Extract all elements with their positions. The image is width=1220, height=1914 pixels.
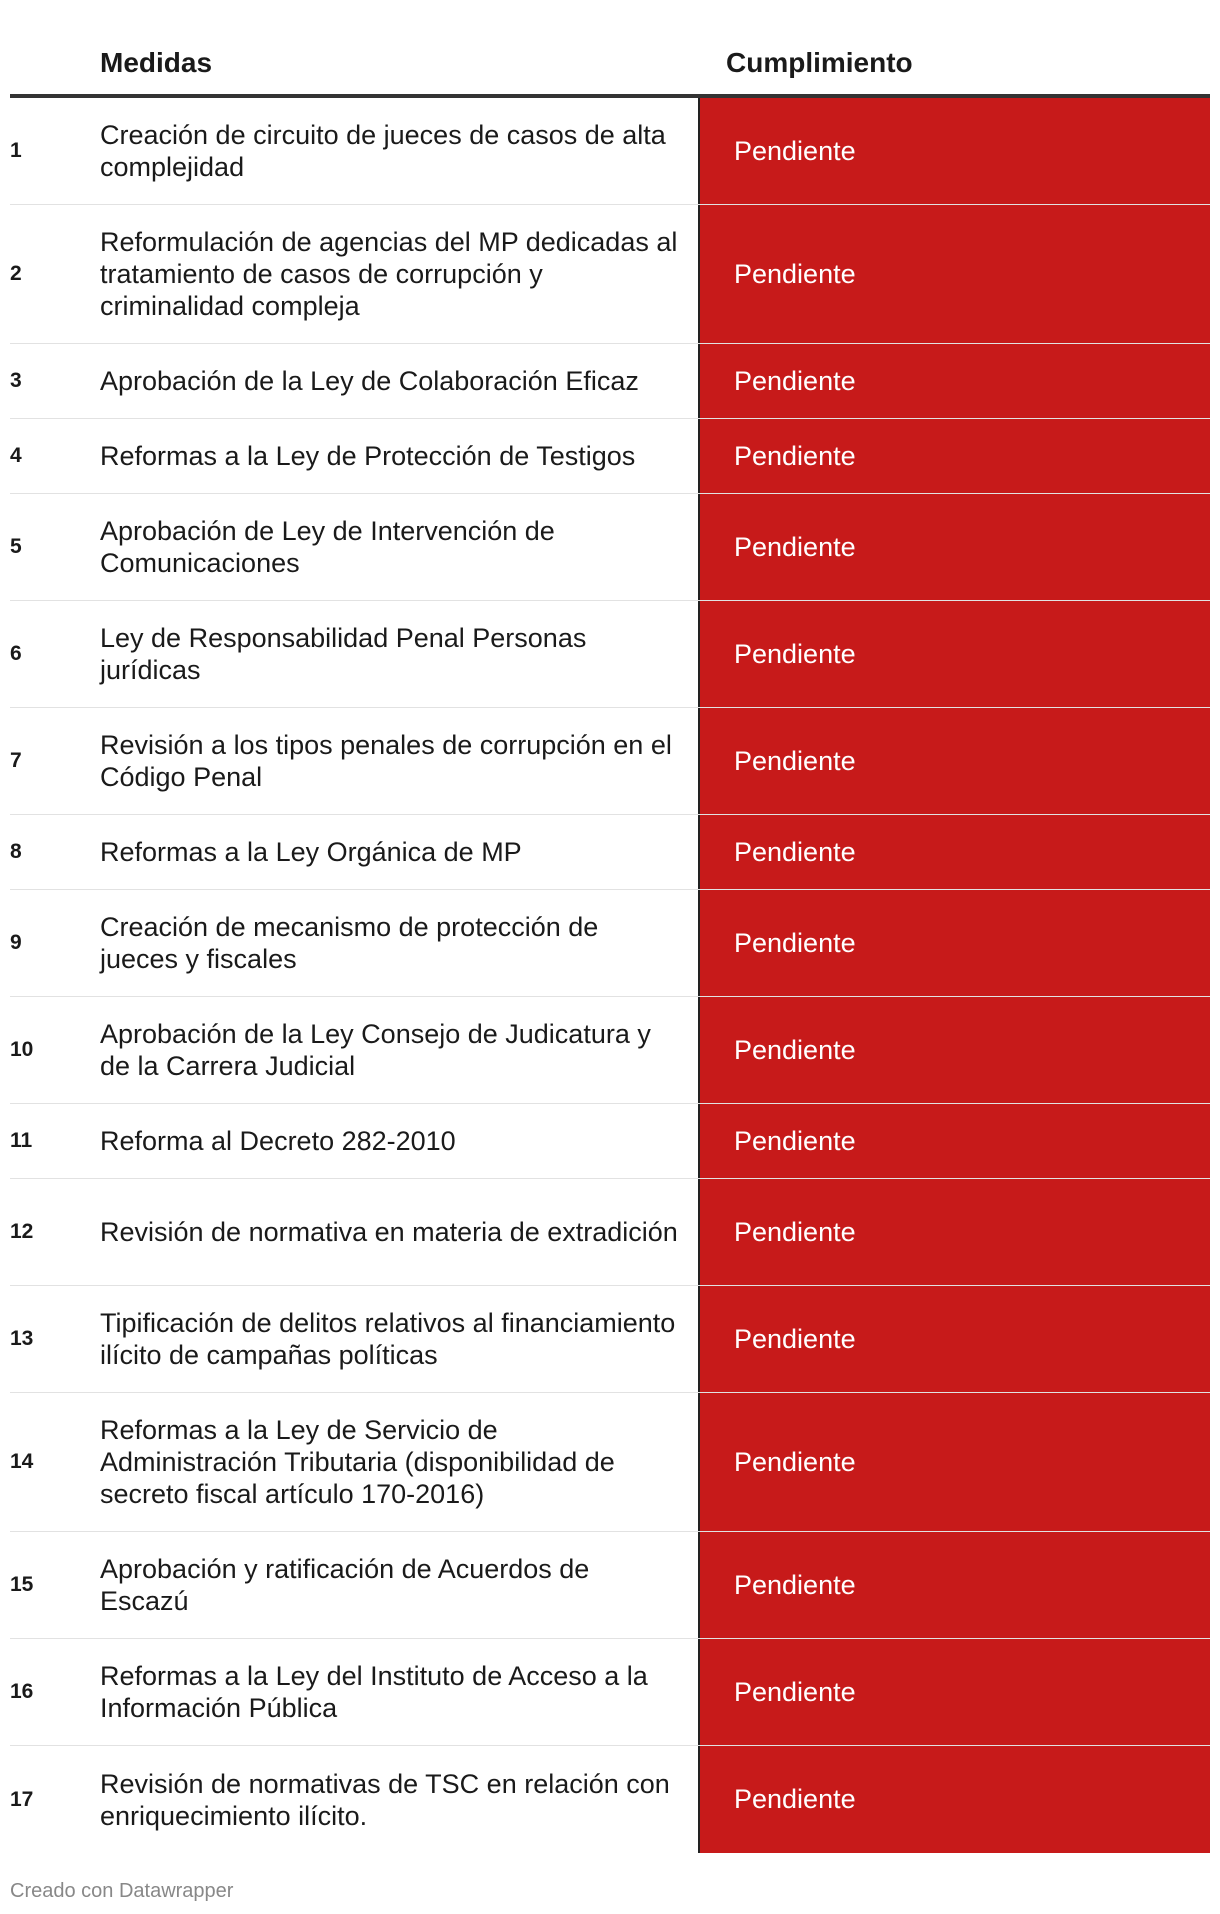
row-status: Pendiente: [698, 708, 1210, 814]
table-row: [10, 1104, 1210, 1179]
table-row: [10, 601, 1210, 708]
row-medida: Reforma al Decreto 282-2010: [100, 1126, 456, 1156]
row-medida: Revisión a los tipos penales de corrupción en el Código Penal: [100, 730, 672, 792]
row-number: 7: [10, 749, 22, 772]
row-status: Pendiente: [698, 1639, 1210, 1745]
row-number: 9: [10, 931, 22, 954]
row-medida: Aprobación de Ley de Intervención de Comunicaciones: [100, 516, 555, 578]
row-medida: Ley de Responsabilidad Penal Personas jurídicas: [100, 623, 587, 685]
row-status: Pendiente: [698, 344, 1210, 418]
row-number: 4: [10, 444, 22, 467]
row-medida: Reformas a la Ley del Instituto de Acceso a la Información Pública: [100, 1661, 648, 1723]
row-status: Pendiente: [698, 1532, 1210, 1638]
row-status: Pendiente: [698, 815, 1210, 889]
table-row: [10, 419, 1210, 494]
row-status: Pendiente: [698, 890, 1210, 996]
datawrapper-credit: Creado con Datawrapper: [10, 1880, 234, 1902]
row-number: 16: [10, 1680, 34, 1703]
row-number: 11: [10, 1129, 33, 1152]
row-medida: Creación de circuito de jueces de casos de alta complejidad: [100, 120, 666, 182]
table-row: [10, 997, 1210, 1104]
row-status: Pendiente: [698, 601, 1210, 707]
row-medida: Aprobación de la Ley de Colaboración Eficaz: [100, 366, 639, 396]
row-number: 3: [10, 369, 22, 392]
row-medida: Aprobación y ratificación de Acuerdos de Escazú: [100, 1554, 590, 1616]
row-medida: Creación de mecanismo de protección de jueces y fiscales: [100, 912, 599, 974]
row-status: Pendiente: [698, 205, 1210, 343]
row-number: 15: [10, 1573, 34, 1596]
table-row: [10, 1393, 1210, 1532]
row-medida: Reformas a la Ley Orgánica de MP: [100, 837, 522, 867]
row-number: 13: [10, 1327, 34, 1350]
row-status: Pendiente: [698, 1393, 1210, 1531]
header-medidas: Medidas: [100, 47, 213, 78]
row-medida: Revisión de normativa en materia de extradición: [100, 1217, 678, 1247]
row-number: 5: [10, 535, 22, 558]
row-medida: Reformas a la Ley de Servicio de Administración Tributaria (disponibilidad de secreto fiscal artículo 170-2016): [100, 1415, 615, 1509]
table-row: [10, 344, 1210, 419]
row-status: Pendiente: [698, 494, 1210, 600]
row-status: Pendiente: [698, 1179, 1210, 1285]
row-status: Pendiente: [698, 1746, 1210, 1853]
row-status: Pendiente: [698, 419, 1210, 493]
row-status: Pendiente: [698, 1104, 1210, 1178]
table-row: [10, 1179, 1210, 1286]
row-number: 8: [10, 840, 22, 863]
table-row: [10, 205, 1210, 344]
row-medida: Tipificación de delitos relativos al financiamiento ilícito de campañas políticas: [100, 1308, 676, 1370]
table-row: [10, 1746, 1210, 1853]
row-medida: Reformulación de agencias del MP dedicadas al tratamiento de casos de corrupción y criminalidad compleja: [100, 227, 678, 321]
table-row: [10, 890, 1210, 997]
table-row: [10, 494, 1210, 601]
table-row: [10, 1286, 1210, 1393]
table-row: [10, 1532, 1210, 1639]
table-row: [10, 708, 1210, 815]
row-number: 17: [10, 1787, 34, 1811]
row-number: 2: [10, 262, 22, 285]
row-medida: Aprobación de la Ley Consejo de Judicatura y de la Carrera Judicial: [100, 1019, 651, 1081]
measures-table: [10, 0, 1210, 1853]
row-medida: Revisión de normativas de TSC en relación con enriquecimiento ilícito.: [100, 1768, 670, 1831]
row-status: Pendiente: [698, 1286, 1210, 1392]
row-number: 1: [10, 139, 22, 162]
row-number: 14: [10, 1450, 34, 1473]
table-row: [10, 98, 1210, 205]
table-row: [10, 1639, 1210, 1746]
row-number: 6: [10, 642, 22, 665]
header-cumplimiento: Cumplimiento: [726, 47, 913, 78]
table-header: [10, 0, 1210, 98]
row-status: Pendiente: [698, 997, 1210, 1103]
row-status: Pendiente: [698, 98, 1210, 204]
row-number: 10: [10, 1038, 34, 1061]
table-row: [10, 815, 1210, 890]
row-number: 12: [10, 1220, 34, 1243]
row-medida: Reformas a la Ley de Protección de Testigos: [100, 441, 636, 471]
